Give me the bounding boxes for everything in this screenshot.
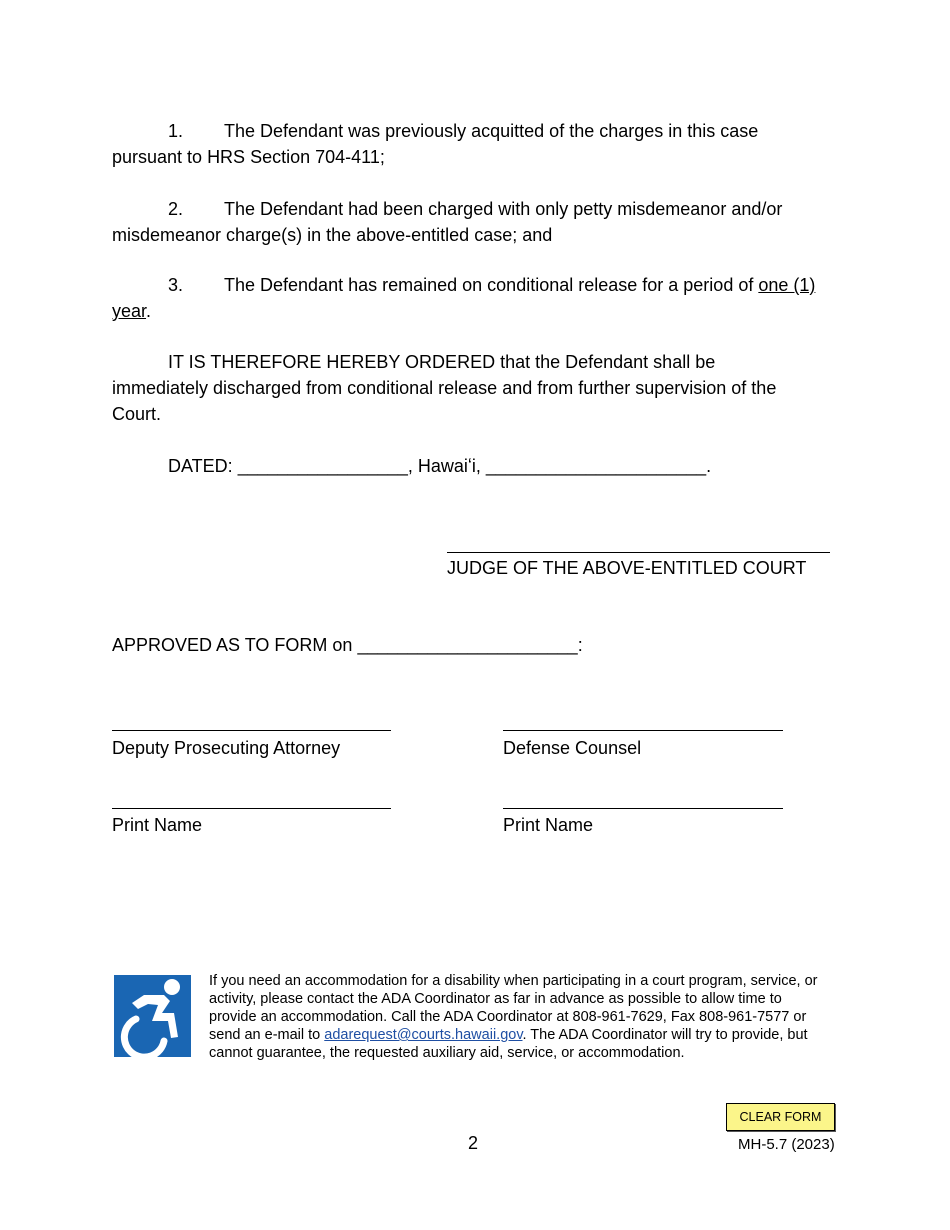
ada-notice-text: If you need an accommodation for a disability when participating in a court program, service, or activity, please contact the ADA Coordinator as far in advance as possible to allow time to provide an accommodation. Call the ADA Coordinator at 808-961-7629, Fax 808-961-7577 or send an e-mail to [209, 973, 818, 1043]
finding-3-number: 3. [168, 275, 184, 295]
ada-notice-text-end: . The ADA Coordinator will try to provide, but cannot guarantee, the requested auxiliary aid, service, or accommodation. [209, 1027, 808, 1061]
prosecutor-label: Deputy Prosecuting Attorney [112, 738, 341, 758]
approved-date-blank[interactable]: ______________________ [357, 635, 578, 655]
dated-line [168, 453, 711, 479]
prosecutor-signature-line[interactable] [112, 730, 391, 731]
judge-label: JUDGE OF THE ABOVE-ENTITLED COURT [447, 558, 807, 578]
finding-1 [112, 118, 842, 170]
accessibility-icon [114, 975, 191, 1057]
clear-form-button[interactable]: CLEAR FORM [726, 1103, 835, 1131]
finding-2-text-line1: The Defendant had been charged with only petty misdemeanor and/or [224, 199, 783, 219]
approved-end: : [577, 635, 583, 655]
defense-label: Defense Counsel [503, 738, 642, 758]
ada-notice [209, 972, 829, 1062]
finding-3-text-end: . [146, 301, 152, 321]
finding-3-year-underlined: year [112, 301, 147, 321]
finding-1-number: 1. [168, 121, 184, 141]
dated-place: , Hawaiʻi, [407, 456, 481, 476]
finding-2-text-line2: misdemeanor charge(s) in the above-entitled case; and [112, 225, 553, 245]
finding-2 [112, 196, 842, 248]
page-number: 2 [468, 1133, 479, 1153]
judge-signature-line[interactable] [447, 552, 830, 553]
defense-signature-line[interactable] [503, 730, 783, 731]
order-paragraph [112, 349, 842, 427]
approved-line [112, 632, 583, 658]
dated-label: DATED: [168, 456, 233, 476]
finding-2-number: 2. [168, 199, 184, 219]
prosecutor-print-name-line[interactable] [112, 808, 391, 809]
finding-1-text-line1: The Defendant was previously acquitted of the charges in this case [224, 121, 759, 141]
dated-place-blank[interactable]: ______________________ [485, 456, 707, 476]
ada-email-link[interactable]: adarequest@courts.hawaii.gov [324, 1027, 523, 1043]
defense-print-name-line[interactable] [503, 808, 783, 809]
finding-1-text-line2: pursuant to HRS Section 704-411; [112, 147, 385, 167]
defense-print-name-label: Print Name [503, 815, 594, 835]
order-line-1: IT IS THEREFORE HEREBY ORDERED that the Defendant shall be [168, 352, 716, 372]
dated-date-blank[interactable]: _________________ [237, 456, 408, 476]
finding-3-period-underlined: one (1) [758, 275, 816, 295]
finding-3 [112, 272, 842, 324]
finding-3-text-line1: The Defendant has remained on conditional release for a period of [224, 275, 759, 295]
order-line-3: Court. [112, 404, 162, 424]
order-line-2: immediately discharged from conditional release and from further supervision of the [112, 378, 777, 398]
prosecutor-print-name-label: Print Name [112, 815, 203, 835]
approved-label: APPROVED AS TO FORM on [112, 635, 353, 655]
dated-end: . [706, 456, 712, 476]
form-id: MH-5.7 (2023) [738, 1136, 835, 1153]
